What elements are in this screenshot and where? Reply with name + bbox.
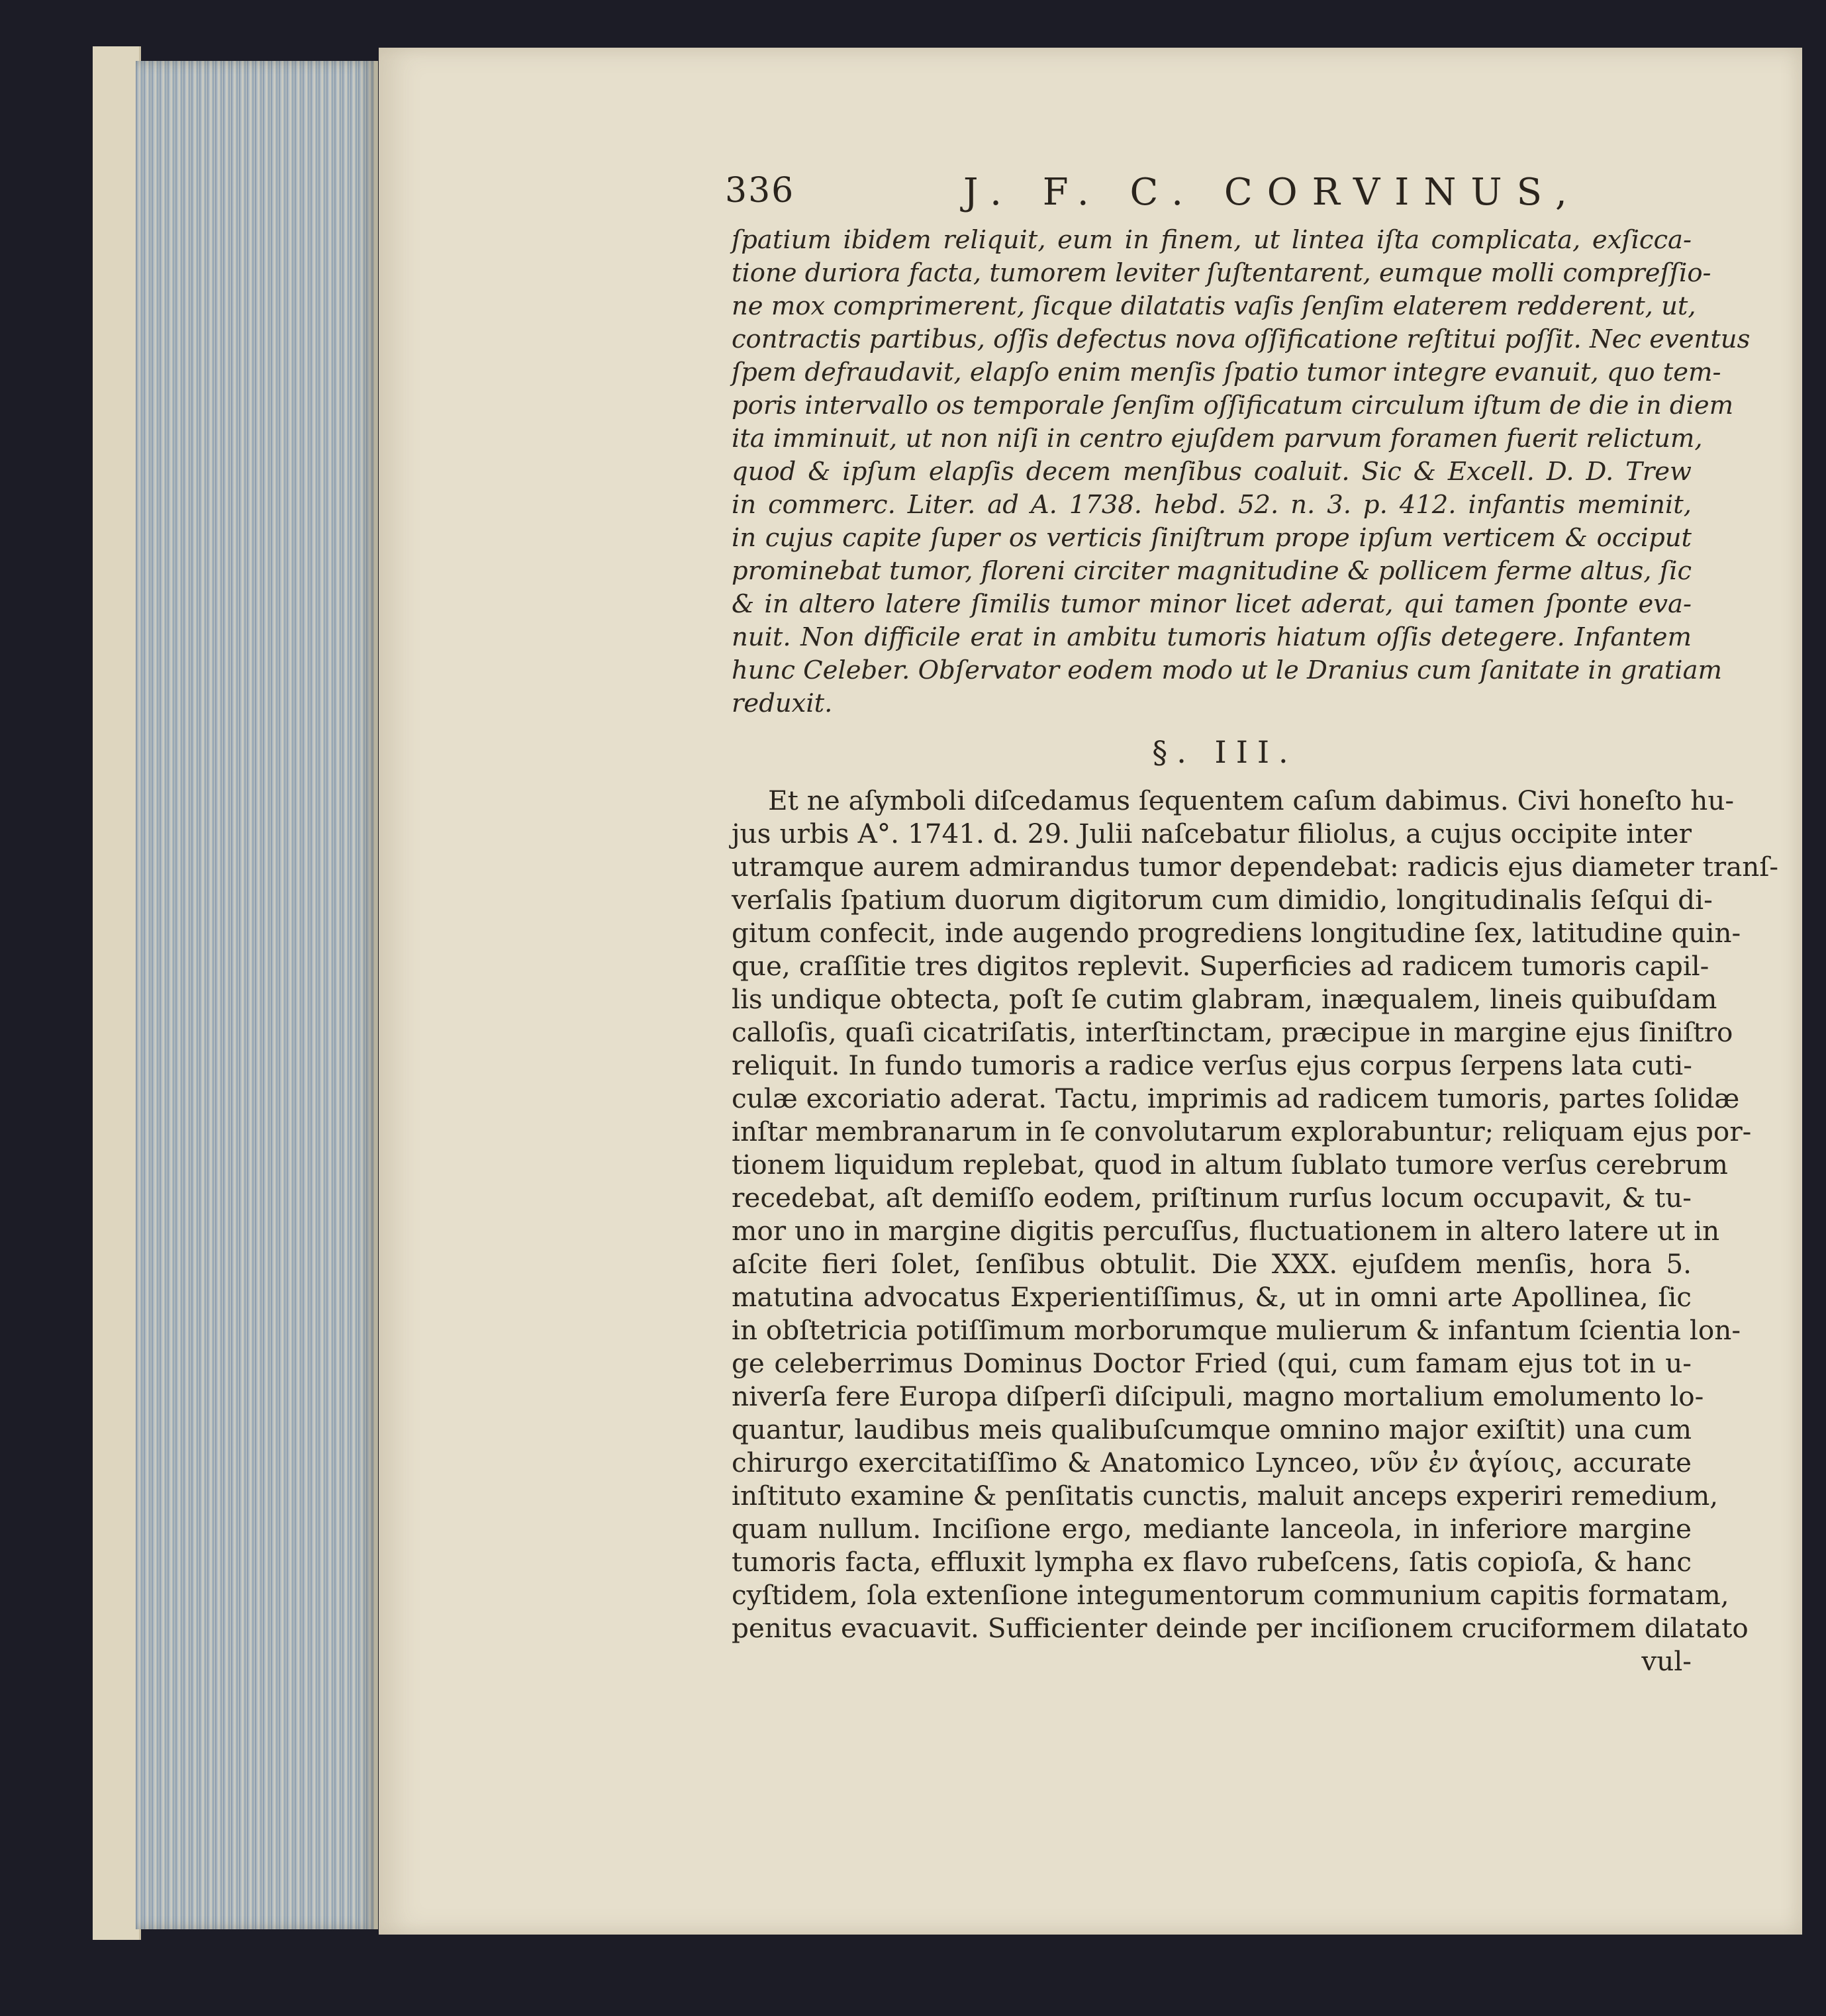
- text-line: penitus evacuavit. Sufficienter deinde per inciſionem cruciformem dilatato: [732, 1612, 1749, 1644]
- text-line: inſtituto examine & penſitatis cunctis, maluit anceps experiri remedium,: [732, 1480, 1719, 1512]
- text-line: tionem liquidum replebat, quod in altum ſublato tumore verſus cerebrum: [732, 1149, 1728, 1180]
- text-line: contractis partibus, oſſis defectus nova oſſificatione reſtitui poſſit. Nec eventus: [732, 324, 1751, 354]
- text-line: in cujus capite ſuper os verticis ſiniſtrum prope ipſum verticem & occiput: [732, 523, 1692, 553]
- section-heading: §. III.: [1152, 734, 1298, 770]
- text-line: quantur, laudibus meis qualibuſcumque omnino major exiſtit) una cum: [732, 1414, 1692, 1445]
- text-line: lis undique obtecta, poſt ſe cutim glabram, inæqualem, lineis quibuſdam: [732, 983, 1717, 1015]
- text-line: poris intervallo os temporale ſenſim oſſificatum circulum iſtum de die in diem: [732, 391, 1734, 420]
- text-line: jus urbis A°. 1741. d. 29. Julii naſcebatur filiolus, a cujus occipite inter: [732, 818, 1692, 849]
- catchword: vul-: [1641, 1645, 1692, 1677]
- page-number: 336: [725, 171, 795, 211]
- text-line: quod & ipſum elapſis decem menſibus coaluit. Sic & Excell. D. D. Trew: [732, 457, 1692, 487]
- text-line: in commerc. Liter. ad A. 1738. hebd. 52. n. 3. p. 412. infantis meminit,: [732, 490, 1692, 520]
- text-line: que, craſſitie tres digitos replevit. Superficies ad radicem tumoris capil-: [732, 950, 1709, 982]
- text-line: ſpatium ibidem reliquit, eum in finem, ut lintea iſta complicata, exſicca-: [732, 225, 1692, 255]
- text-line: tumoris facta, effluxit lympha ex flavo rubeſcens, ſatis copioſa, & hanc: [732, 1546, 1692, 1578]
- text-line: ge celeberrimus Dominus Doctor Fried (qui, cum famam ejus tot in u-: [732, 1347, 1692, 1379]
- text-line: ita imminuit, ut non niſi in centro ejuſdem parvum foramen fuerit relictum,: [732, 424, 1703, 454]
- text-line: cyſtidem, ſola extenſione integumentorum communium capitis formatam,: [732, 1579, 1729, 1611]
- text-line: ne mox comprimerent, ſicque dilatatis vaſis ſenſim elaterem redderent, ut,: [732, 291, 1696, 321]
- text-line: matutina advocatus Experientiſſimus, &, ut in omni arte Apollinea, ſic: [732, 1281, 1692, 1313]
- book-cover-edge: [93, 46, 141, 1940]
- page-header: [725, 171, 1735, 217]
- text-line: tione duriora facta, tumorem leviter ſuſtentarent, eumque molli compreſſio-: [732, 258, 1711, 288]
- text-line: niverſa fere Europa diſperſi diſcipuli, magno mortalium emolumento lo-: [732, 1380, 1704, 1412]
- text-line: ſpem defraudavit, elapſo enim menſis ſpatio tumor integre evanuit, quo tem-: [732, 358, 1721, 387]
- paragraph-2: [732, 784, 1779, 1678]
- text-line: reliquit. In fundo tumoris a radice verſus ejus corpus ſerpens lata cuti-: [732, 1049, 1692, 1081]
- text-line: mor uno in margine digitis percuſſus, fluctuationem in altero latere ut in: [732, 1215, 1720, 1247]
- text-line: culæ excoriatio aderat. Tactu, imprimis ad radicem tumoris, partes ſolidæ: [732, 1082, 1740, 1114]
- text-line: prominebat tumor, floreni circiter magnitudine & pollicem ferme altus, ſic: [732, 556, 1692, 586]
- paragraph-1: [732, 224, 1751, 720]
- text-line: aſcite fieri ſolet, ſenſibus obtulit. Die XXX. ejuſdem menſis, hora 5.: [732, 1248, 1692, 1280]
- text-line: utramque aurem admirandus tumor dependebat: radicis ejus diameter tranſ-: [732, 851, 1779, 883]
- text-line: nuit. Non difficile erat in ambitu tumoris hiatum oſſis detegere. Infantem: [732, 622, 1692, 652]
- text-line: chirurgo exercitatiſſimo & Anatomico Lynceo, νῦν ἐν ἁγίοις, accurate: [732, 1447, 1692, 1478]
- text-line: in obſtetricia potiſſimum morborumque mulierum & infantum ſcientia lon-: [732, 1314, 1741, 1346]
- text-line: inſtar membranarum in ſe convolutarum explorabuntur; reliquam ejus por-: [732, 1116, 1752, 1147]
- text-line: gitum confecit, inde augendo progrediens longitudine ſex, latitudine quin-: [732, 917, 1741, 949]
- text-line: & in altero latere ſimilis tumor minor licet aderat, qui tamen ſponte eva-: [732, 589, 1692, 619]
- page-block-edge: [136, 61, 378, 1929]
- text-line: calloſis, quaſi cicatriſatis, interſtinctam, præcipue in margine ejus ſiniſtro: [732, 1016, 1733, 1048]
- text-line: reduxit.: [732, 689, 833, 718]
- running-head: J. F. C. CORVINUS,: [963, 171, 1582, 214]
- text-line: Et ne aſymboli diſcedamus ſequentem caſum dabimus. Civi honeſto hu-: [768, 785, 1735, 816]
- page-text: [732, 224, 1779, 1678]
- text-line: verſalis ſpatium duorum digitorum cum dimidio, longitudinalis ſeſqui di-: [732, 884, 1713, 916]
- text-line: quam nullum. Inciſione ergo, mediante lanceola, in inferiore margine: [732, 1513, 1692, 1545]
- text-line: hunc Celeber. Obſervator eodem modo ut le Dranius cum ſanitate in gratiam: [732, 655, 1723, 685]
- text-line: recedebat, aſt demiſſo eodem, priſtinum rurſus locum occupavit, & tu-: [732, 1182, 1692, 1214]
